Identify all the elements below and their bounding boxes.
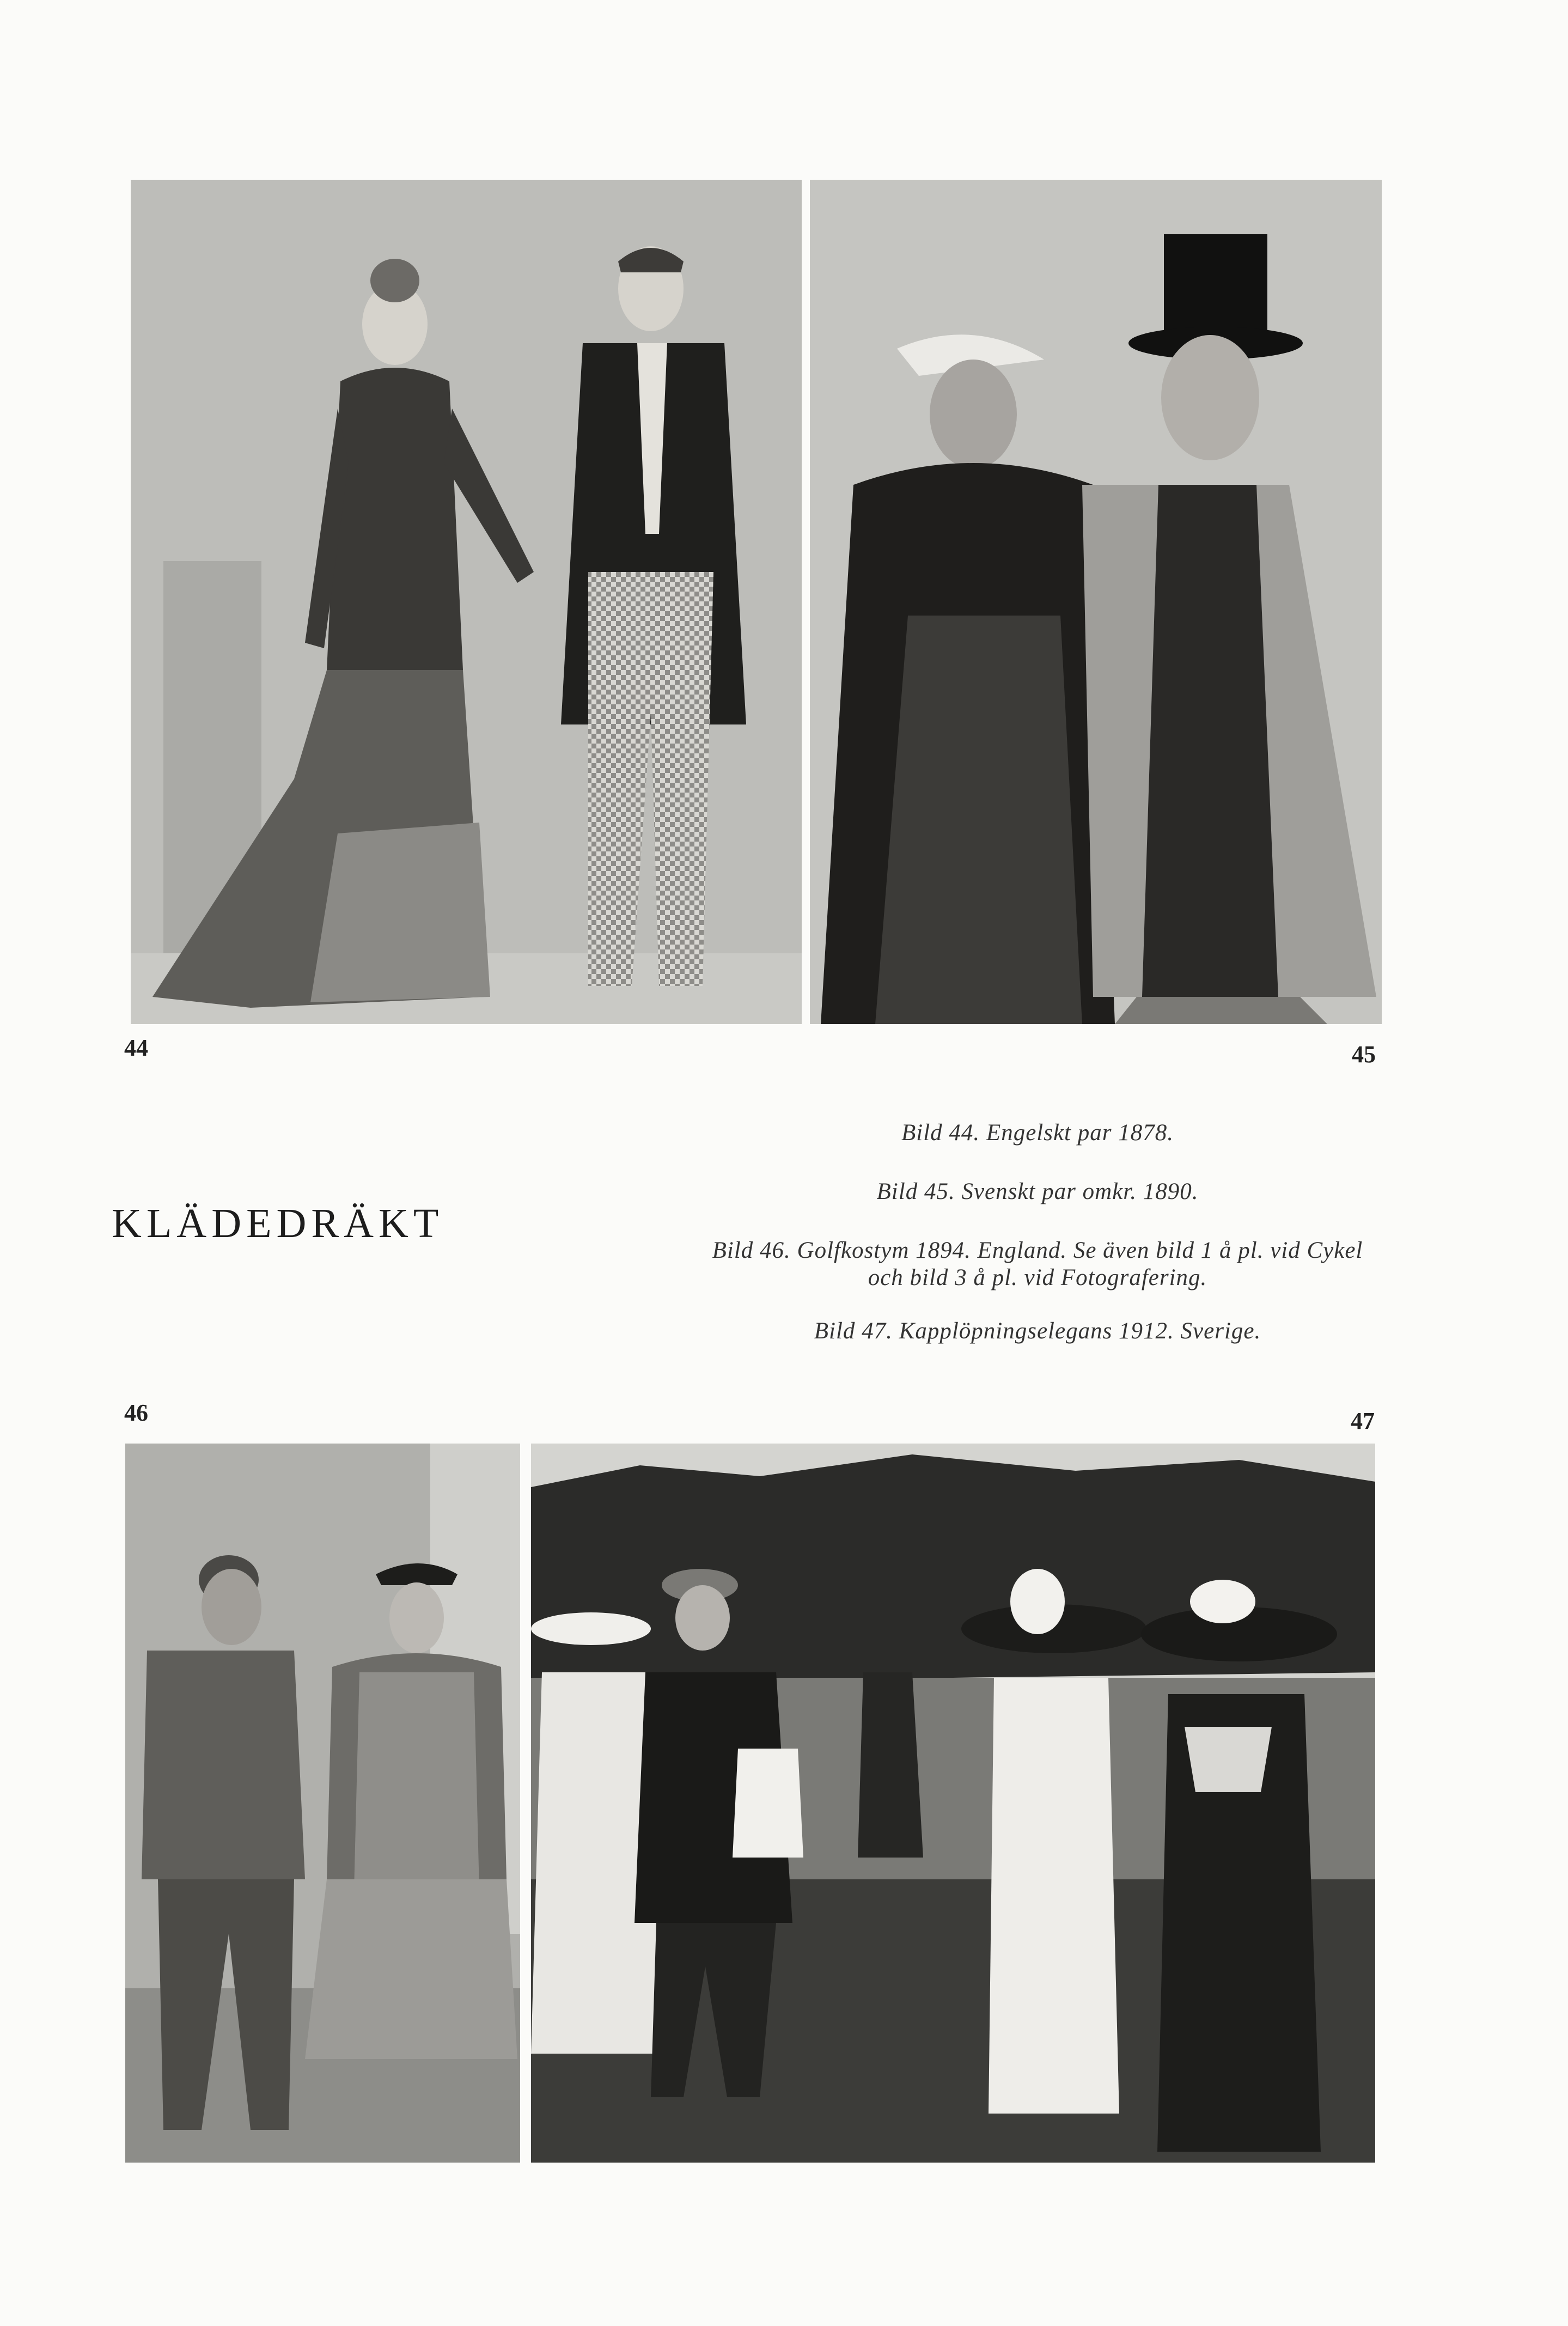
captions-block <box>621 1119 1454 1377</box>
plate-44-photo <box>131 180 802 1024</box>
caption-46 <box>621 1237 1454 1292</box>
caption-47-line: Bild 47. Kapplöpningselegans 1912. Sverige. <box>814 1318 1261 1344</box>
caption-47 <box>621 1318 1454 1345</box>
caption-45 <box>621 1178 1454 1205</box>
figure-number-47: 47 <box>1351 1408 1375 1434</box>
caption-45-line: Bild 45. Svenskt par omkr. 1890. <box>876 1179 1199 1204</box>
figure-number-45: 45 <box>1352 1041 1376 1068</box>
figure-number-46: 46 <box>124 1399 148 1426</box>
plate-47-illustration <box>531 1444 1375 2163</box>
page-heading: KLÄDEDRÄKT <box>112 1201 444 1246</box>
plate-46-photo <box>125 1444 520 2163</box>
plate-45-photo <box>810 180 1382 1024</box>
caption-44-line: Bild 44. Engelskt par 1878. <box>901 1120 1174 1146</box>
figure-number-44: 44 <box>124 1034 148 1061</box>
plate-46-illustration <box>125 1444 520 2163</box>
caption-46-line-2: och bild 3 å pl. vid Fotografering. <box>868 1265 1207 1290</box>
caption-46-line-1: Bild 46. Golfkostym 1894. England. Se även bild 1 å pl. vid Cykel <box>712 1238 1363 1263</box>
plate-47-photo <box>531 1444 1375 2163</box>
plate-44-illustration <box>131 180 802 1024</box>
plate-45-illustration <box>810 180 1382 1024</box>
caption-44 <box>621 1119 1454 1147</box>
